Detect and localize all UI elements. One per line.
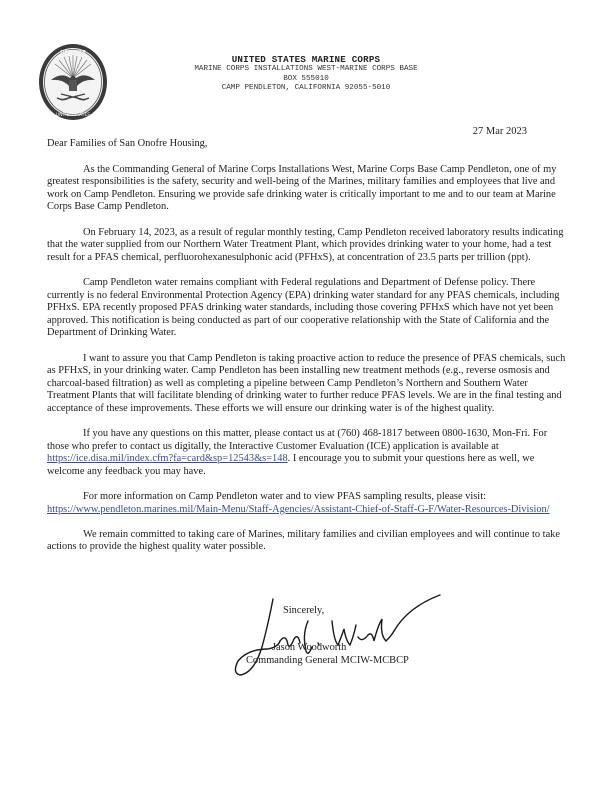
paragraph-more-info <box>47 491 567 516</box>
ice-feedback-link[interactable]: https://ice.disa.mil/index.cfm?fa=card&sp=12543&s=148 <box>47 453 288 465</box>
more-info-text: For more information on Camp Pendleton water and to view PFAS sampling results, please visit: <box>83 491 486 503</box>
letter-date: 27 Mar 2023 <box>472 126 527 137</box>
department-of-defense-seal-icon <box>37 42 109 122</box>
paragraph-actions: I want to assure you that Camp Pendleton is taking proactive action to reduce the presence of PFAS chemicals, such as PFHxS, in your drinking water. Camp Pendleton has been installing new treatment methods (e.g., reverse osmosis and charcoal-based filtration) as well as completing a pipeline between Camp Pendleton’s Northern and Southern Water Treatment Plants that will facilitate blending of drinking water to further reduce PFAS levels. We are in the final testing and acceptance of these improvements. These efforts we will ensure our drinking water is of the highest quality. <box>47 352 566 414</box>
signer-name: Jason Woodworth <box>272 642 347 654</box>
valediction: Sincerely, <box>283 605 325 616</box>
water-resources-link[interactable]: https://www.pendleton.marines.mil/Main-Menu/Staff-Agencies/Assistant-Chief-of-Staff-G-F/Water-Resources-Division/ <box>47 503 550 515</box>
signer-title: Commanding General MCIW-MCBCP <box>246 654 409 666</box>
svg-text:DEFENSE: DEFENSE <box>60 50 86 56</box>
mailing-box: BOX 555010 <box>283 74 329 83</box>
svg-text:UNITED STATES: UNITED STATES <box>55 113 91 118</box>
contact-text-end: . I encourage you to submit your questions here as well, we welcome any feedback you may have. <box>47 453 535 477</box>
paragraph-contact <box>47 428 567 478</box>
paragraph-commitment: We remain committed to taking care of Marines, military families and civilian employees and will continue to take actions to provide the highest quality water possible. <box>47 528 560 553</box>
salutation: Dear Families of San Onofre Housing, <box>47 138 208 149</box>
contact-text: If you have any questions on this matter, please contact us at (760) 468-1817 between 0800-1630, Mon-Fri. For those who prefer to contact us digitally, the Interactive Customer Evaluation (ICE) application is available at <box>47 428 548 452</box>
organization-subtitle: MARINE CORPS INSTALLATIONS WEST-MARINE CORPS BASE <box>194 65 418 73</box>
letterhead <box>140 54 472 94</box>
letter-body <box>47 138 567 567</box>
paragraph-compliance: Camp Pendleton water remains compliant with Federal regulations and Department of Defense policy. There currently is no federal Environmental Protection Agency (EPA) drinking water standard for any PFAS chemicals, including PFHxS. EPA recently proposed PFAS drinking water standards, including those covering PFHxS which have not yet been approved. This notification is being conducted as part of our cooperative relationship with the State of California and the Department of Drinking Water. <box>47 276 560 339</box>
paragraph-test-result: On February 14, 2023, as a result of regular monthly testing, Camp Pendleton received laboratory results indicating that the water supplied from our Northern Water Treatment Plant, which provides drinking water to your home, had a test result for a PFAS chemical, perfluorohexanesulphonic acid (PFHxS), at concentration of 23.5 parts per trillion (ppt). <box>47 226 564 263</box>
paragraph-intro: As the Commanding General of Marine Corps Installations West, Marine Corps Base Camp Pendleton, one of my greatest responsibilities is the safety, security and well-being of the Marines, military families and employees that live and work on Camp Pendleton. Ensuring we provide safe drinking water is critically important to me and to our team at Marine Corps Base Camp Pendleton. <box>47 163 557 213</box>
organization-title: UNITED STATES MARINE CORPS <box>231 54 381 65</box>
closing-block <box>246 605 409 667</box>
mailing-address: CAMP PENDLETON, CALIFORNIA 92055-5010 <box>221 84 391 93</box>
